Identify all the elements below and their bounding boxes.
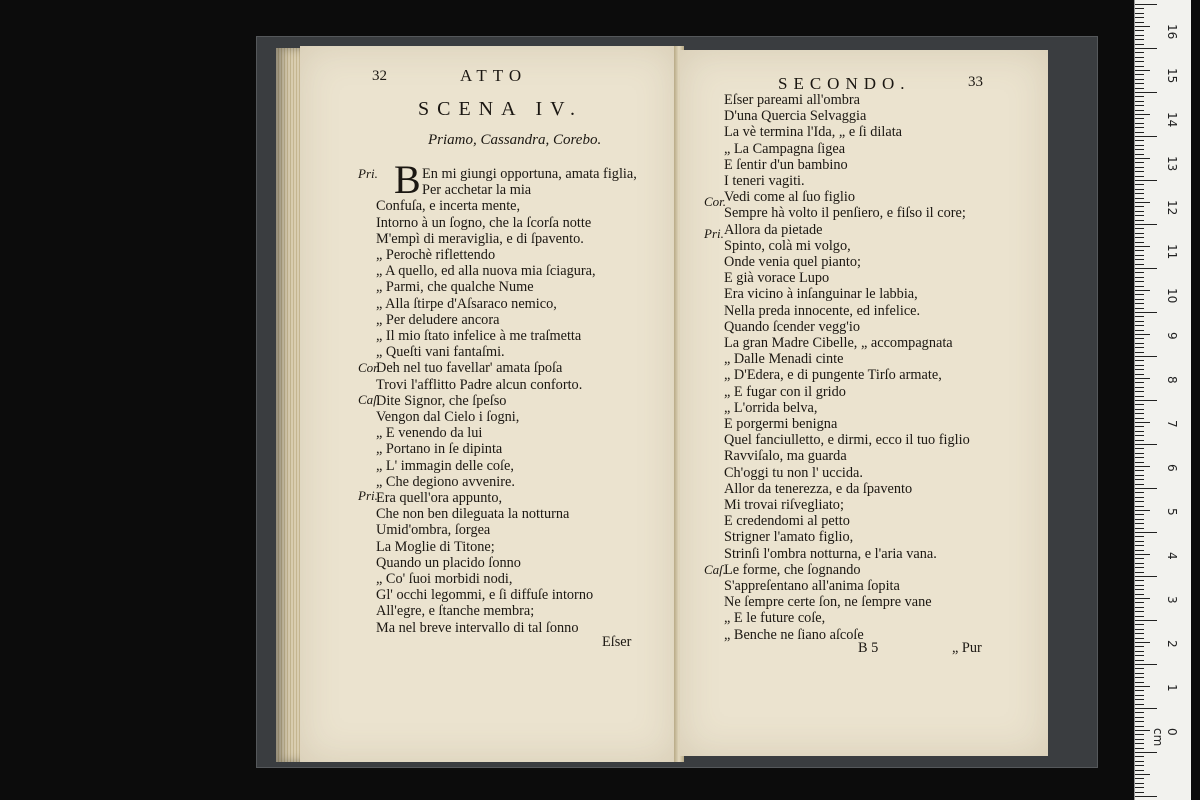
ruler-tick xyxy=(1135,699,1144,700)
ruler-tick xyxy=(1135,110,1144,111)
verse-line: „ Il mio ſtato infelice à me traſmetta xyxy=(376,328,582,344)
ruler-tick xyxy=(1135,44,1144,45)
ruler-label: 4 xyxy=(1165,552,1179,560)
ruler-tick xyxy=(1135,712,1144,713)
ruler-tick xyxy=(1135,778,1144,779)
verse-line: „ La Campagna ſigea xyxy=(724,140,846,157)
ruler-tick xyxy=(1135,79,1144,80)
ruler-tick xyxy=(1135,426,1144,427)
speaker-tag: Caſ. xyxy=(704,562,727,577)
ruler-tick xyxy=(1135,206,1144,207)
ruler-tick xyxy=(1135,242,1144,243)
ruler-tick xyxy=(1135,391,1144,392)
ruler-tick xyxy=(1135,440,1144,441)
verse-line: „ E fugar con il grido xyxy=(724,383,846,400)
ruler-label: 16 xyxy=(1165,24,1179,40)
ruler-tick xyxy=(1135,695,1144,696)
ruler-tick xyxy=(1135,550,1144,551)
ruler-tick xyxy=(1135,347,1144,348)
verse-line: E ſentir d'un bambino xyxy=(724,156,848,173)
ruler-tick xyxy=(1135,576,1157,577)
ruler-tick xyxy=(1135,567,1144,568)
verse-line: La gran Madre Cibelle, „ accompagnata xyxy=(724,335,953,351)
ruler-tick xyxy=(1135,325,1144,326)
ruler-tick xyxy=(1135,479,1144,480)
ruler-tick xyxy=(1135,743,1144,744)
ruler-tick xyxy=(1135,431,1144,432)
ruler-tick xyxy=(1135,594,1144,595)
ruler-tick xyxy=(1135,259,1144,260)
ruler-tick xyxy=(1135,303,1144,304)
ruler-tick xyxy=(1135,61,1144,62)
ruler-tick xyxy=(1135,30,1144,31)
ruler-tick xyxy=(1135,796,1157,797)
ruler-tick xyxy=(1135,17,1144,18)
running-head: SECONDO. xyxy=(778,74,911,93)
ruler-tick xyxy=(1135,497,1144,498)
ruler-tick xyxy=(1135,761,1144,762)
ruler-tick xyxy=(1135,444,1157,445)
ruler-tick xyxy=(1135,237,1144,238)
ruler-tick xyxy=(1135,554,1150,555)
ruler-tick xyxy=(1135,642,1150,643)
ruler-tick xyxy=(1135,748,1144,749)
ruler-tick xyxy=(1135,572,1144,573)
ruler-tick xyxy=(1135,308,1144,309)
speaker-tag: Pri. xyxy=(704,226,724,241)
verse-line: Strinſi l'ombra notturna, e l'aria vana. xyxy=(724,545,937,562)
ruler-label: 14 xyxy=(1165,112,1179,128)
ruler-tick xyxy=(1135,88,1144,89)
ruler-tick xyxy=(1135,611,1144,612)
ruler-tick xyxy=(1135,74,1144,75)
ruler-tick xyxy=(1135,211,1144,212)
verse-line: „ Queſti vani fantaſmi. xyxy=(376,344,505,361)
ruler-label: 3 xyxy=(1165,596,1179,604)
ruler-tick xyxy=(1135,558,1144,559)
ruler-tick xyxy=(1135,783,1144,784)
verse-line: Che non ben dileguata la notturna xyxy=(376,506,570,523)
ruler-tick xyxy=(1135,541,1144,542)
verse-line: Vedi come al ſuo figlio xyxy=(724,189,856,206)
ruler-tick xyxy=(1135,536,1144,537)
verse-line: Ravviſalo, ma guarda xyxy=(724,448,847,465)
catchword: „ Pur xyxy=(952,640,982,656)
ruler-tick xyxy=(1135,105,1144,106)
ruler-tick xyxy=(1135,532,1157,533)
ruler-tick xyxy=(1135,545,1144,546)
ruler-tick xyxy=(1135,422,1150,423)
ruler-tick xyxy=(1135,598,1150,599)
ruler-tick xyxy=(1135,602,1144,603)
ruler-tick xyxy=(1135,721,1144,722)
verse-line: Deh nel tuo favellar' amata ſpoſa xyxy=(376,360,563,377)
ruler-tick xyxy=(1135,193,1144,194)
speaker-tag: Cor. xyxy=(704,194,727,209)
verse-line: Confuſa, e incerta mente, xyxy=(376,198,521,215)
ruler-tick xyxy=(1135,127,1144,128)
ruler-tick xyxy=(1135,83,1144,84)
ruler-tick xyxy=(1135,123,1144,124)
ruler-tick xyxy=(1135,462,1144,463)
ruler-tick xyxy=(1135,396,1144,397)
measuring-ruler xyxy=(1134,0,1191,800)
ruler-tick xyxy=(1135,145,1144,146)
verse-line: Quando ſcender vegg'io xyxy=(724,318,860,335)
verse-line: Mi trovai riſvegliato; xyxy=(724,497,844,513)
ruler-tick xyxy=(1135,646,1144,647)
ruler-tick xyxy=(1135,352,1144,353)
ruler-tick xyxy=(1135,514,1144,515)
ruler-tick xyxy=(1135,140,1144,141)
ruler-tick xyxy=(1135,792,1144,793)
ruler-tick xyxy=(1135,96,1144,97)
verse-line: Vengon dal Cielo i ſogni, xyxy=(376,409,520,425)
ruler-tick xyxy=(1135,633,1144,634)
ruler-tick xyxy=(1135,264,1144,265)
ruler-tick xyxy=(1135,435,1144,436)
ruler-tick xyxy=(1135,189,1144,190)
ruler-tick xyxy=(1135,501,1144,502)
ruler-tick xyxy=(1135,118,1144,119)
ruler-tick xyxy=(1135,57,1144,58)
ruler-tick xyxy=(1135,334,1150,335)
ruler-tick xyxy=(1135,418,1144,419)
verse-line: „ L'orrida belva, xyxy=(724,399,818,416)
ruler-tick xyxy=(1135,519,1144,520)
verse-line: Era vicino à inſanguinar le labbia, xyxy=(724,286,918,303)
ruler-tick xyxy=(1135,158,1150,159)
ruler-label: 2 xyxy=(1165,640,1179,648)
verse-line: Ch'oggi tu non l' uccida. xyxy=(724,464,863,481)
verse-line: E già vorace Lupo xyxy=(724,270,830,287)
signature-mark: B 5 xyxy=(858,640,879,656)
speaker-tag: Cor. xyxy=(358,360,381,375)
page-number: 32 xyxy=(372,68,387,84)
verse-line: Era quell'ora appunto, xyxy=(376,490,503,506)
ruler-tick xyxy=(1135,528,1144,529)
ruler-tick xyxy=(1135,215,1144,216)
ruler-tick xyxy=(1135,585,1144,586)
ruler-tick xyxy=(1135,770,1144,771)
ruler-tick xyxy=(1135,272,1144,273)
ruler-tick xyxy=(1135,624,1144,625)
ruler-label: 7 xyxy=(1165,420,1179,428)
verse-line: Allor da tenerezza, e da ſpavento xyxy=(724,480,913,497)
ruler-tick xyxy=(1135,13,1144,14)
ruler-tick xyxy=(1135,409,1144,410)
ruler-tick xyxy=(1135,404,1144,405)
verse-line: Intorno à un ſogno, che la ſcorſa notte xyxy=(376,214,592,231)
ruler-tick xyxy=(1135,184,1144,185)
ruler-tick xyxy=(1135,682,1144,683)
ruler-tick xyxy=(1135,343,1144,344)
verse-line: La Moglie di Titone; xyxy=(376,538,495,555)
ruler-tick xyxy=(1135,629,1144,630)
ruler-tick xyxy=(1135,365,1144,366)
ruler-tick xyxy=(1135,686,1150,687)
ruler-tick xyxy=(1135,26,1150,27)
verse-line: „ A quello, ed alla nuova mia ſciagura, xyxy=(376,263,596,280)
ruler-tick xyxy=(1135,638,1144,639)
verse-line: Eſser pareami all'ombra xyxy=(724,92,860,108)
scene-title: SCENA IV. xyxy=(418,98,583,120)
ruler-tick xyxy=(1135,281,1144,282)
ruler-tick xyxy=(1135,734,1144,735)
ruler-tick xyxy=(1135,290,1150,291)
ruler-tick xyxy=(1135,387,1144,388)
verse-line: Trovi l'afflitto Padre alcun conforto. xyxy=(376,376,583,393)
verse-line: „ Benche ne ſiano aſcoſe xyxy=(724,626,864,643)
ruler-tick xyxy=(1135,730,1150,731)
ruler-tick xyxy=(1135,224,1157,225)
ruler-tick xyxy=(1135,774,1150,775)
verse-line: Gl' occhi legommi, e ſi diffuſe intorno xyxy=(376,587,594,604)
verse-line: Sempre hà volto il penſiero, e fiſso il core; xyxy=(724,205,966,222)
ruler-tick xyxy=(1135,8,1144,9)
ruler-tick xyxy=(1135,717,1144,718)
ruler-label: 10 xyxy=(1165,288,1179,304)
ruler-tick xyxy=(1135,22,1144,23)
ruler-tick xyxy=(1135,277,1144,278)
drop-cap: B xyxy=(394,157,421,202)
ruler-tick xyxy=(1135,787,1144,788)
ruler-tick xyxy=(1135,378,1150,379)
ruler-tick xyxy=(1135,286,1144,287)
ruler-tick xyxy=(1135,356,1157,357)
ruler-tick xyxy=(1135,39,1144,40)
ruler-label: 6 xyxy=(1165,464,1179,472)
catchword: Eſser xyxy=(602,634,632,650)
verse-line: Allora da pietade xyxy=(724,221,823,238)
ruler-tick xyxy=(1135,167,1144,168)
ruler-tick xyxy=(1135,233,1144,234)
ruler-tick xyxy=(1135,607,1144,608)
ruler-tick xyxy=(1135,668,1144,669)
ruler-tick xyxy=(1135,92,1157,93)
ruler-label: 1 xyxy=(1165,684,1179,692)
ruler-tick xyxy=(1135,255,1144,256)
speaker-tag: Pri. xyxy=(358,166,378,181)
verse-line: Dite Signor, che ſpeſso xyxy=(376,392,507,409)
ruler-tick xyxy=(1135,154,1144,155)
ruler-label: 15 xyxy=(1165,68,1179,84)
ruler-tick xyxy=(1135,651,1144,652)
verse-line: „ Co' ſuoi morbidi nodi, xyxy=(376,571,513,587)
ruler-tick xyxy=(1135,752,1157,753)
verse-line: „ E le future coſe, xyxy=(724,610,826,627)
verse-line: Strigner l'amato figlio, xyxy=(724,529,854,546)
ruler-tick xyxy=(1135,136,1157,137)
ruler-tick xyxy=(1135,171,1144,172)
ruler-tick xyxy=(1135,321,1144,322)
ruler-tick xyxy=(1135,316,1144,317)
ruler-tick xyxy=(1135,66,1144,67)
ruler-tick xyxy=(1135,708,1157,709)
ruler-tick xyxy=(1135,4,1157,5)
ruler-tick xyxy=(1135,250,1144,251)
verse-line: „ Perochè riflettendo xyxy=(376,247,496,263)
ruler-tick xyxy=(1135,180,1157,181)
verse-line: D'una Quercia Selvaggia xyxy=(724,108,867,125)
ruler-tick xyxy=(1135,510,1150,511)
character-list: Priamo, Cassandra, Corebo. xyxy=(428,132,602,148)
ruler-tick xyxy=(1135,312,1157,313)
ruler-tick xyxy=(1135,620,1157,621)
ruler-tick xyxy=(1135,677,1144,678)
ruler-tick xyxy=(1135,616,1144,617)
ruler-tick xyxy=(1135,475,1144,476)
ruler-tick xyxy=(1135,660,1144,661)
ruler-tick xyxy=(1135,589,1144,590)
verse-line: La vè termina l'Ida, „ e ſi dilata xyxy=(724,124,903,141)
ruler-tick xyxy=(1135,114,1150,115)
verse-line: „ Che degiono avvenire. xyxy=(376,473,515,490)
verse-line: S'appreſentano all'anima ſopita xyxy=(724,578,900,594)
speaker-tag: Pri. xyxy=(358,488,378,503)
ruler-tick xyxy=(1135,198,1144,199)
verse-line: E porgermi benigna xyxy=(724,416,838,432)
verse-line: M'empì di meraviglia, e di ſpavento. xyxy=(376,230,584,247)
right-page xyxy=(680,50,1048,756)
ruler-tick xyxy=(1135,400,1157,401)
ruler-label: 0 cm xyxy=(1151,728,1179,747)
ruler-tick xyxy=(1135,470,1144,471)
ruler-tick xyxy=(1135,466,1150,467)
ruler-tick xyxy=(1135,739,1144,740)
page-number: 33 xyxy=(968,74,983,90)
ruler-tick xyxy=(1135,299,1144,300)
ruler-label: 13 xyxy=(1165,156,1179,172)
ruler-tick xyxy=(1135,52,1144,53)
verse-line: Quel fanciulletto, e dirmi, ecco il tuo figlio xyxy=(724,432,970,449)
ruler-tick xyxy=(1135,330,1144,331)
ruler-tick xyxy=(1135,149,1144,150)
verse-line: „ Dalle Menadi cinte xyxy=(724,351,844,368)
ruler-tick xyxy=(1135,453,1144,454)
ruler-tick xyxy=(1135,457,1144,458)
ruler-tick xyxy=(1135,228,1144,229)
running-head: ATTO xyxy=(460,66,528,85)
ruler-tick xyxy=(1135,162,1144,163)
ruler-tick xyxy=(1135,382,1144,383)
ruler-tick xyxy=(1135,523,1144,524)
verse-line: Onde venia quel pianto; xyxy=(724,254,861,270)
ruler-tick xyxy=(1135,765,1144,766)
verse-line: „ D'Edera, e di pungente Tirſo armate, xyxy=(724,367,942,384)
ruler-tick xyxy=(1135,664,1157,665)
verse-line: „ E venendo da lui xyxy=(376,425,483,442)
verse-line: „ Portano in ſe dipinta xyxy=(376,441,503,458)
ruler-tick xyxy=(1135,202,1150,203)
ruler-tick xyxy=(1135,268,1157,269)
ruler-tick xyxy=(1135,176,1144,177)
verse-line: „ Alla ſtirpe d'Aſsaraco nemico, xyxy=(376,295,557,312)
verse-line: Ne ſempre certe ſon, ne ſempre vane xyxy=(724,594,932,611)
verse-line: Nella preda innocente, ed infelice. xyxy=(724,302,921,319)
ruler-tick xyxy=(1135,369,1144,370)
verse-line: All'egre, e ſtanche membra; xyxy=(376,603,535,620)
ruler-label: 5 xyxy=(1165,508,1179,516)
verse-line: I teneri vagiti. xyxy=(724,173,805,189)
ruler-label: 9 xyxy=(1165,332,1179,340)
verse-line: Spinto, colà mi volgo, xyxy=(724,237,851,254)
ruler-tick xyxy=(1135,413,1144,414)
ruler-tick xyxy=(1135,690,1144,691)
ruler-tick xyxy=(1135,484,1144,485)
ruler-tick xyxy=(1135,488,1157,489)
ruler-tick xyxy=(1135,35,1144,36)
verse-line: „ Parmi, che qualche Nume xyxy=(376,279,534,296)
ruler-tick xyxy=(1135,220,1144,221)
ruler-tick xyxy=(1135,132,1144,133)
ruler-tick xyxy=(1135,726,1144,727)
ruler-tick xyxy=(1135,492,1144,493)
verse-line: Per acchetar la mia xyxy=(422,182,532,199)
speaker-tag: Caſ. xyxy=(358,392,381,407)
verse-line: Quando un placido ſonno xyxy=(376,554,521,571)
ruler-tick xyxy=(1135,563,1144,564)
ruler-label: 11 xyxy=(1165,244,1179,260)
ruler-tick xyxy=(1135,374,1144,375)
ruler-tick xyxy=(1135,294,1144,295)
verse-line: Ma nel breve intervallo di tal ſonno xyxy=(376,619,579,636)
ruler-tick xyxy=(1135,506,1144,507)
ruler-tick xyxy=(1135,580,1144,581)
ruler-tick xyxy=(1135,246,1150,247)
ruler-label: 12 xyxy=(1165,200,1179,216)
verse-line: Le forme, che ſognando xyxy=(724,561,861,578)
ruler-tick xyxy=(1135,48,1157,49)
verse-line: En mi giungi opportuna, amata figlia, xyxy=(422,166,637,182)
ruler-tick xyxy=(1135,101,1144,102)
left-page xyxy=(300,46,678,762)
verse-line: Umid'ombra, ſorgea xyxy=(376,522,491,539)
ruler-tick xyxy=(1135,655,1144,656)
ruler-tick xyxy=(1135,704,1144,705)
verse-line: E credendomi al petto xyxy=(724,513,850,530)
ruler-tick xyxy=(1135,673,1144,674)
ruler-tick xyxy=(1135,448,1144,449)
ruler-tick xyxy=(1135,70,1150,71)
ruler-label: 8 xyxy=(1165,376,1179,384)
ruler-tick xyxy=(1135,756,1144,757)
ruler-tick xyxy=(1135,360,1144,361)
verse-line: „ L' immagin delle coſe, xyxy=(376,457,514,474)
ruler-tick xyxy=(1135,338,1144,339)
verse-line: „ Per deludere ancora xyxy=(376,311,500,328)
